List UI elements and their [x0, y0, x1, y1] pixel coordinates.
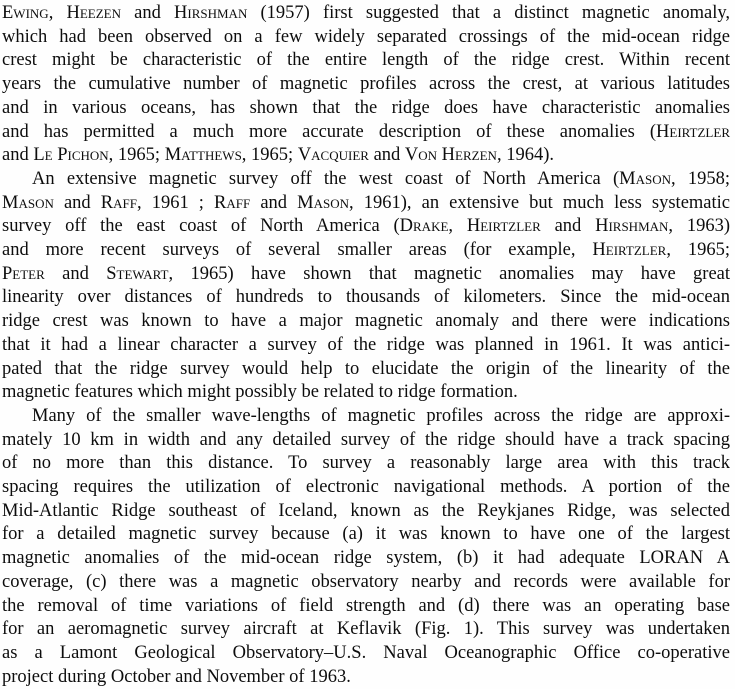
text-segment: and — [120, 3, 175, 23]
author-name-smallcaps: Hirshman — [174, 3, 248, 23]
author-name-smallcaps: Mason — [619, 168, 672, 189]
text-segment: years the cumulative number of magnetic profiles across the crest, at various latitudes — [2, 74, 730, 95]
paragraph — [2, 168, 730, 405]
text-segment: coverage, (c) there was a magnetic observatory nearby and records were available for — [2, 571, 730, 592]
text-line — [2, 26, 730, 50]
text-segment: Many of the smaller wave-lengths of magnetic profiles across the ridge are approxi- — [32, 405, 730, 426]
text-line — [2, 571, 730, 595]
text-line — [2, 618, 730, 642]
text-segment: linearity over distances of hundreds to thousands of kilometers. Since the mid-ocean — [2, 287, 730, 308]
author-name-smallcaps: Hirshman — [595, 216, 669, 237]
text-line — [2, 192, 730, 216]
text-segment: for a detailed magnetic survey because (a) it was known to have one of the largest — [2, 524, 730, 545]
text-segment: spacing requires the utilization of electronic navigational methods. A portion of the — [2, 477, 730, 498]
text-line — [2, 73, 730, 97]
text-line — [2, 310, 730, 334]
author-name-smallcaps: Le Pichon — [33, 145, 109, 166]
text-line — [2, 642, 730, 666]
text-segment: , — [448, 216, 467, 237]
text-segment: and more recent surveys of several smaller areas (for example, — [2, 240, 593, 261]
text-segment: that it had a linear character a survey of the ridge was planned in 1961. It was antici- — [2, 334, 730, 355]
text-segment: , 1965) have shown that magnetic anomalies may have great — [168, 263, 731, 284]
author-name-smallcaps: Vacquier — [297, 145, 369, 166]
text-line — [2, 666, 730, 689]
page-text — [2, 2, 730, 689]
text-line — [2, 239, 730, 263]
text-segment: and — [368, 145, 405, 166]
text-segment: mately 10 km in width and any detailed survey of the ridge should have a track spacing — [2, 429, 730, 450]
text-line — [2, 405, 730, 429]
text-segment: survey off the east coast of North America ( — [2, 216, 400, 237]
text-line — [2, 121, 730, 145]
paragraph — [2, 2, 730, 168]
text-segment: and — [53, 192, 101, 213]
paragraph — [2, 405, 730, 689]
text-line — [2, 381, 730, 405]
text-line — [2, 144, 730, 168]
text-segment: , 1964). — [496, 145, 554, 166]
author-name-smallcaps: Heirtzler — [656, 121, 730, 142]
text-segment: and — [250, 192, 298, 213]
text-line — [2, 263, 730, 287]
author-name-smallcaps: Heirtzler — [592, 240, 667, 261]
text-line — [2, 547, 730, 571]
text-line — [2, 49, 730, 73]
text-line — [2, 286, 730, 310]
text-segment: Mid-Atlantic Ridge southeast of Iceland, known as the Reykjanes Ridge, was selected — [2, 500, 730, 521]
text-segment: (1957) first suggested that a distinct magnetic anomaly, — [247, 3, 731, 23]
text-segment: magnetic anomalies of the mid-ocean ridge system, (b) it had adequate LORAN A — [2, 548, 730, 569]
text-segment: which had been observed on a few widely separated crossings of the mid-ocean ridge — [2, 26, 730, 47]
author-name-smallcaps: Stewart — [106, 263, 169, 284]
text-segment: magnetic features which might possibly be related to ridge formation. — [2, 382, 518, 403]
author-name-smallcaps: Peter — [2, 263, 45, 284]
text-segment: and has permitted a much more accurate description of these anomalies ( — [2, 121, 657, 142]
text-segment: the removal of time variations of field strength and (d) there was an operating base — [2, 595, 730, 616]
author-name-smallcaps: Mason — [297, 192, 349, 213]
text-segment: pated that the ridge survey would help to elucidate the origin of the linearity of the — [2, 358, 730, 379]
text-line — [2, 97, 730, 121]
author-name-smallcaps: Drake — [399, 216, 449, 237]
text-line — [2, 500, 730, 524]
text-segment: , 1965; — [241, 145, 298, 166]
author-name-smallcaps: Raff — [100, 192, 137, 213]
text-segment: and — [540, 216, 596, 237]
author-name-smallcaps: Matthews — [164, 145, 242, 166]
author-name-smallcaps: Von Herzen — [404, 145, 497, 166]
author-name-smallcaps: Heezen — [66, 3, 121, 23]
text-segment: crest might be characteristic of the entire length of the ridge crest. Within recent — [2, 50, 730, 71]
text-line — [2, 168, 730, 192]
text-line — [2, 358, 730, 382]
text-segment: , 1961), an extensive but much less systematic — [349, 192, 731, 213]
text-line — [2, 2, 730, 26]
text-segment: , 1965; — [108, 145, 165, 166]
text-line — [2, 595, 730, 619]
author-name-smallcaps: Raff — [214, 192, 251, 213]
text-line — [2, 452, 730, 476]
text-line — [2, 429, 730, 453]
text-segment: , 1958; — [671, 168, 730, 189]
text-line — [2, 523, 730, 547]
text-segment: An extensive magnetic survey off the west coast of North America ( — [32, 168, 620, 189]
text-segment: and — [44, 263, 107, 284]
text-line — [2, 334, 730, 358]
text-line — [2, 476, 730, 500]
text-segment: , 1963) — [668, 216, 730, 237]
text-segment: as a Lamont Geological Observatory–U.S. Naval Oceanographic Office co-operative — [2, 642, 730, 663]
text-segment: and — [2, 145, 34, 166]
text-segment: for an aeromagnetic survey aircraft at Keflavik (Fig. 1). This survey was undertaken — [2, 619, 730, 640]
text-segment: , — [48, 3, 67, 23]
text-segment: and in various oceans, has shown that the ridge does have characteristic anomalies — [2, 97, 730, 118]
author-name-smallcaps: Heirtzler — [466, 216, 541, 237]
author-name-smallcaps: Ewing — [2, 3, 49, 23]
text-segment: project during October and November of 1963. — [2, 666, 351, 687]
text-segment: of no more than this distance. To survey a reasonably large area with this track — [2, 453, 730, 474]
text-segment: ridge crest was known to have a major magnetic anomaly and there were indications — [2, 311, 730, 332]
text-segment: , 1965; — [666, 240, 730, 261]
text-line — [2, 215, 730, 239]
author-name-smallcaps: Mason — [2, 192, 54, 213]
text-segment: , 1961 ; — [136, 192, 215, 213]
